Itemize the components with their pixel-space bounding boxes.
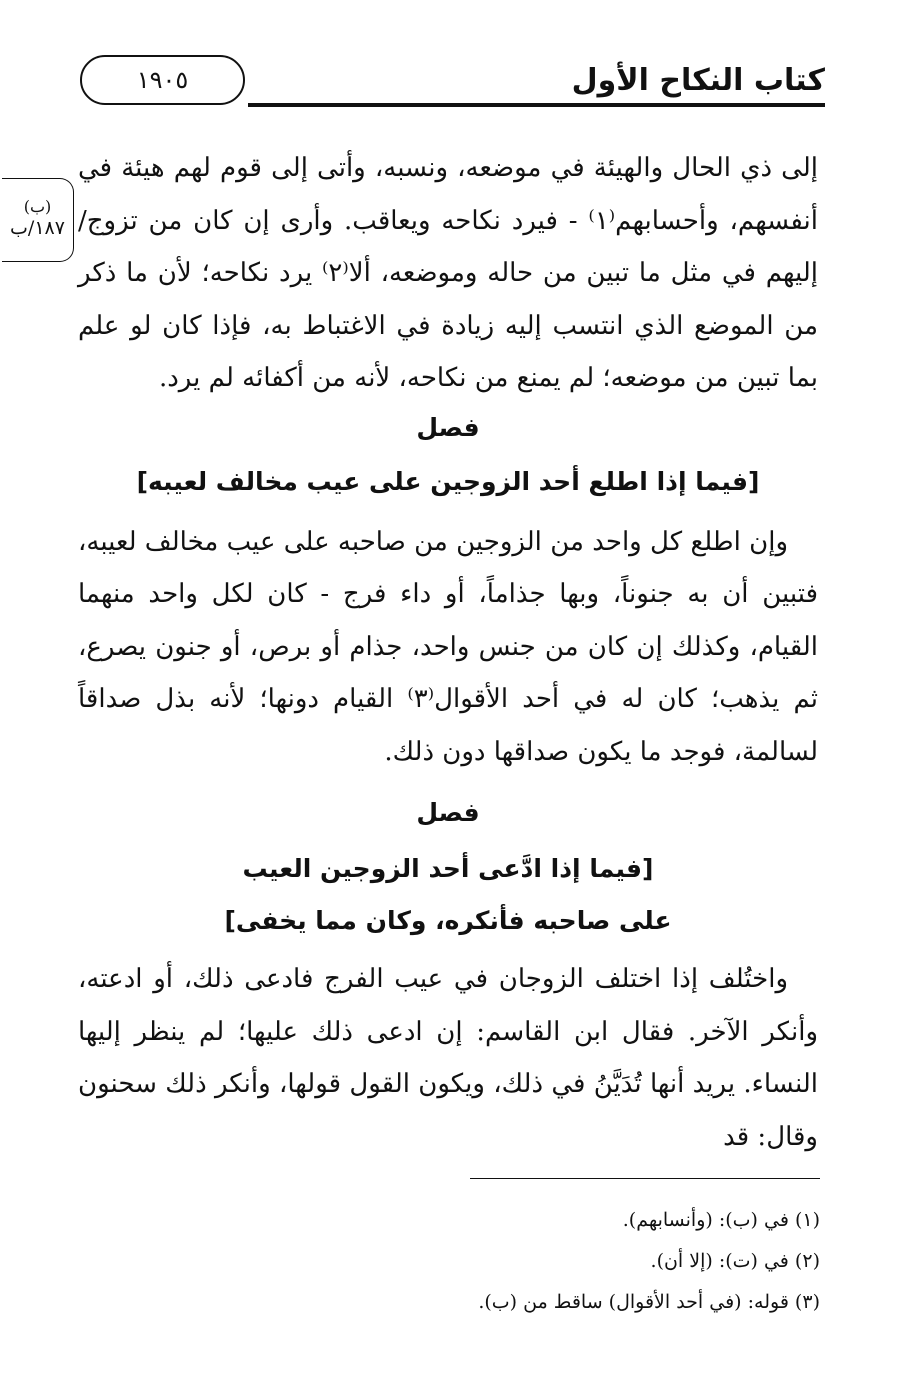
footnote-separator bbox=[470, 1178, 820, 1179]
section-heading: [فيما إذا اطلع أحد الزوجين على عيب مخالف لعيبه] bbox=[136, 466, 760, 496]
header-rule bbox=[248, 103, 825, 107]
section-heading-line1: [فيما إذا ادَّعى أحد الزوجين العيب bbox=[242, 854, 654, 883]
page-header bbox=[70, 55, 825, 115]
paragraph: واختُلف إذا اختلف الزوجان في عيب الفرج فادعى ذلك، أو ادعته، وأنكر الآخر. فقال ابن القاسم: إن ادعى ذلك عليها؛ لم ينظر إليها النساء. يريد أنها تُدَيَّنُ في ذلك، ويكون القول قولها، وأنكر ذلك سحنون وقال: قد bbox=[78, 964, 818, 1152]
section-label: فصل bbox=[416, 412, 480, 442]
footnote: (٣) قوله: (في أحد الأقوال) ساقط من (ب). bbox=[478, 1291, 820, 1313]
section-label: فصل bbox=[416, 798, 480, 827]
page-number-oval bbox=[80, 55, 245, 105]
footnote: (٢) في (ت): (إلا أن). bbox=[650, 1250, 820, 1272]
manuscript-siglum: (ب) bbox=[23, 197, 52, 216]
footnotes bbox=[78, 1200, 820, 1323]
folio-marker: ١٨٧/ب bbox=[10, 217, 65, 239]
footnote: (١) في (ب): (وأنسابهم). bbox=[622, 1209, 820, 1231]
margin-folio-note bbox=[2, 178, 74, 262]
book-title: كتاب النكاح الأول bbox=[571, 63, 825, 98]
paragraph: وإن اطلع كل واحد من الزوجين من صاحبه على عيب مخالف لعيبه، فتبين أن به جنوناً، وبها جذاماً، أو داء فرج - كان لكل واحد منهما القيام، وكذلك إن كان من جنس واحد، جذام أو برص، أو جنون يصرع، ثم يذهب؛ كان له في أحد الأقوال⁽٣⁾ القيام دونها؛ لأنه بذل صداقاً لسالمة، فوجد ما يكون صداقها دون ذلك. bbox=[78, 526, 818, 767]
main-text bbox=[78, 142, 818, 1163]
section-heading-line2: على صاحبه فأنكره، وكان مما يخفى] bbox=[224, 906, 672, 935]
paragraph: إلى ذي الحال والهيئة في موضعه، ونسبه، وأتى إلى قوم لهم هيئة في أنفسهم، وأحسابهم⁽١⁾ - فيرد نكاحه ويعاقب. وأرى إن كان من تزوج/ إليهم في مثل ما تبين من حاله وموضعه، ألا⁽٢⁾ يرد نكاحه؛ لأن ما ذكر من الموضع الذي انتسب إليه زيادة في الاغتباط به، فإذا كان لو علم بما تبين من موضعه؛ لم يمنع من نكاحه، لأنه من أكفائه لم يرد. bbox=[78, 153, 819, 393]
page-number: ١٩٠٥ bbox=[136, 66, 189, 94]
